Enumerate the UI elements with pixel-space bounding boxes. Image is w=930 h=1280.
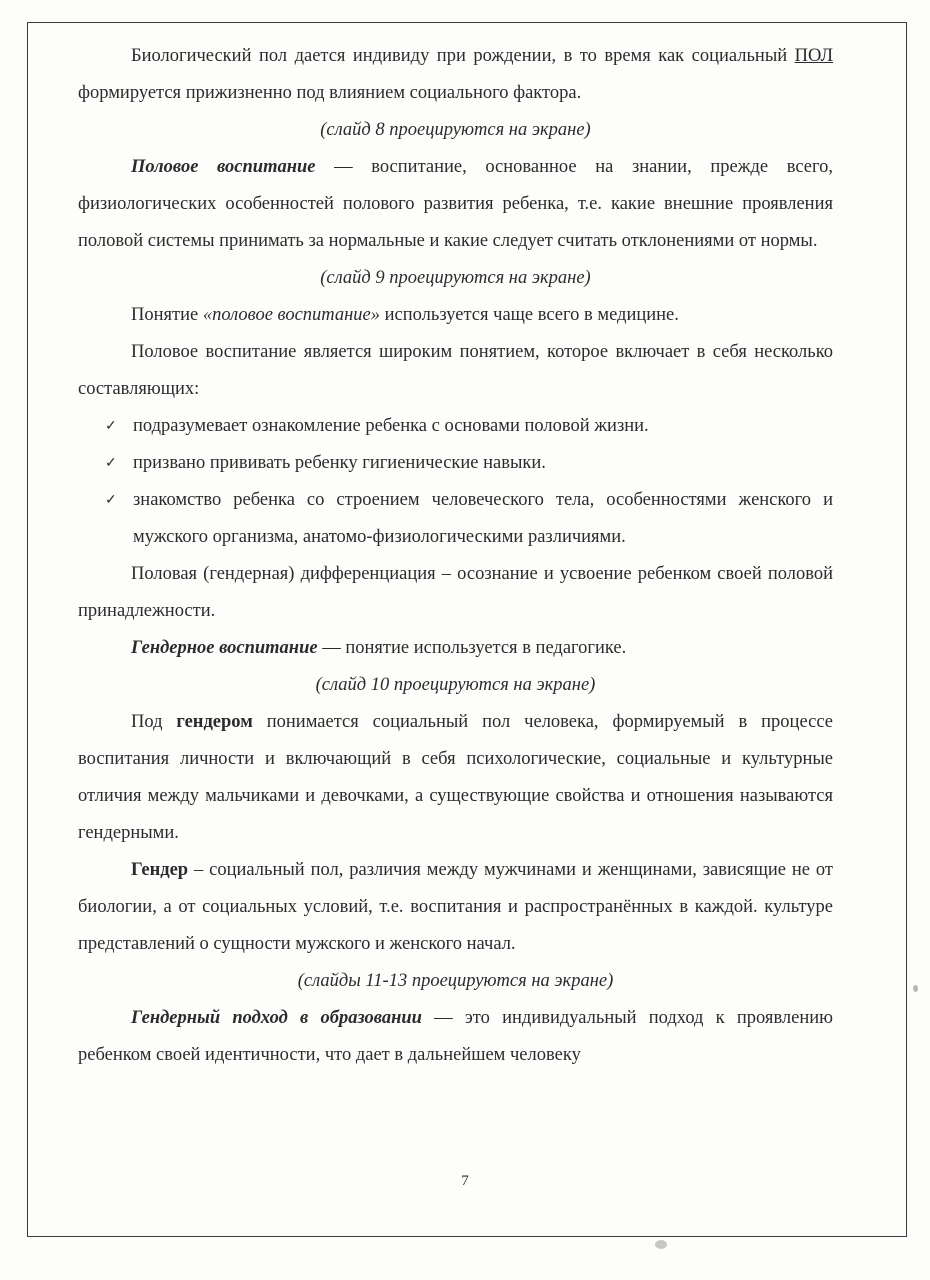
- slide-note-11-13: (слайды 11-13 проецируются на экране): [297, 971, 614, 991]
- slide-note-8: (слайд 8 проецируются на экране): [320, 120, 591, 140]
- paragraph-text: – социальный пол, различия между мужчинами и женщинами, зависящие не от биологии, а от социальных условий, т.е. воспитания и распространённых в каждой. культуре представлений о сущности мужского и женского начал.: [78, 860, 833, 954]
- list-item: [78, 408, 833, 445]
- paragraph-gender-definition: [78, 704, 833, 852]
- paragraph-concept: [78, 297, 833, 334]
- bold-term: гендером: [176, 712, 253, 732]
- document-body: [78, 38, 833, 1074]
- term-heading: Гендерный подход в образовании: [131, 1008, 422, 1028]
- checkmark-icon: ✓: [105, 419, 117, 434]
- slide-note-10: (слайд 10 проецируются на экране): [315, 675, 596, 695]
- paragraph-text: — это индивидуальный подход к проявлению ребенком своей идентичности, что дает в дальнейшем человеку: [78, 1008, 833, 1065]
- scan-speck: [913, 985, 918, 992]
- paragraph-text: используется чаще всего в медицине.: [380, 305, 679, 325]
- list-item: [78, 482, 833, 556]
- components-list: [78, 408, 833, 556]
- paragraph-text: формируется прижизненно под влиянием социального фактора.: [78, 83, 582, 103]
- paragraph-gender-approach: [78, 1000, 833, 1074]
- slide-note-9: (слайд 9 проецируются на экране): [320, 268, 591, 288]
- paragraph-text: — понятие используется в педагогике.: [317, 638, 627, 658]
- list-item-text: подразумевает ознакомление ребенка с основами половой жизни.: [133, 416, 649, 436]
- paragraph-biological-sex: [78, 38, 833, 112]
- underlined-word: ПОЛ: [794, 46, 833, 66]
- term-heading: Половое воспитание: [131, 157, 316, 177]
- list-item-text: призвано прививать ребенку гигиенические навыки.: [133, 453, 546, 473]
- paragraph-text: Под: [131, 712, 177, 732]
- italic-quote: «половое воспитание»: [202, 305, 381, 325]
- list-item: [78, 445, 833, 482]
- page-number: 7: [461, 1173, 469, 1189]
- scan-speck: [655, 1240, 667, 1249]
- paragraph-text: понимается социальный пол человека, формируемый в процессе воспитания личности и включающий в себя психологические, социальные и культурные отличия между мальчиками и девочками, а существующие свойства и отношения называются гендерными.: [78, 712, 833, 843]
- paragraph-text: — воспитание, основанное на знании, прежде всего, физиологических особенностей полового развития ребенка, т.е. какие внешние проявления половой системы принимать за нормальные и какие следует считать отклонениями от нормы.: [78, 157, 833, 251]
- paragraph-text: Биологический пол дается индивиду при рождении, в то время как социальный: [131, 46, 795, 66]
- list-item-text: знакомство ребенка со строением человеческого тела, особенностями женского и мужского организма, анатомо-физиологическими различиями.: [133, 490, 833, 547]
- checkmark-icon: ✓: [105, 456, 117, 471]
- bold-term: Гендер: [131, 860, 189, 880]
- paragraph-gender: [78, 852, 833, 963]
- checkmark-icon: ✓: [105, 493, 117, 508]
- term-heading: Гендерное воспитание: [131, 638, 318, 658]
- paragraph-components: Половое воспитание является широким понятием, которое включает в себя несколько составляющих:: [78, 342, 833, 399]
- paragraph-gender-education: [78, 630, 833, 667]
- paragraph-text: Понятие: [131, 305, 203, 325]
- paragraph-differentiation: Половая (гендерная) дифференциация – осознание и усвоение ребенком своей половой принадлежности.: [78, 564, 833, 621]
- paragraph-sex-education: [78, 149, 833, 260]
